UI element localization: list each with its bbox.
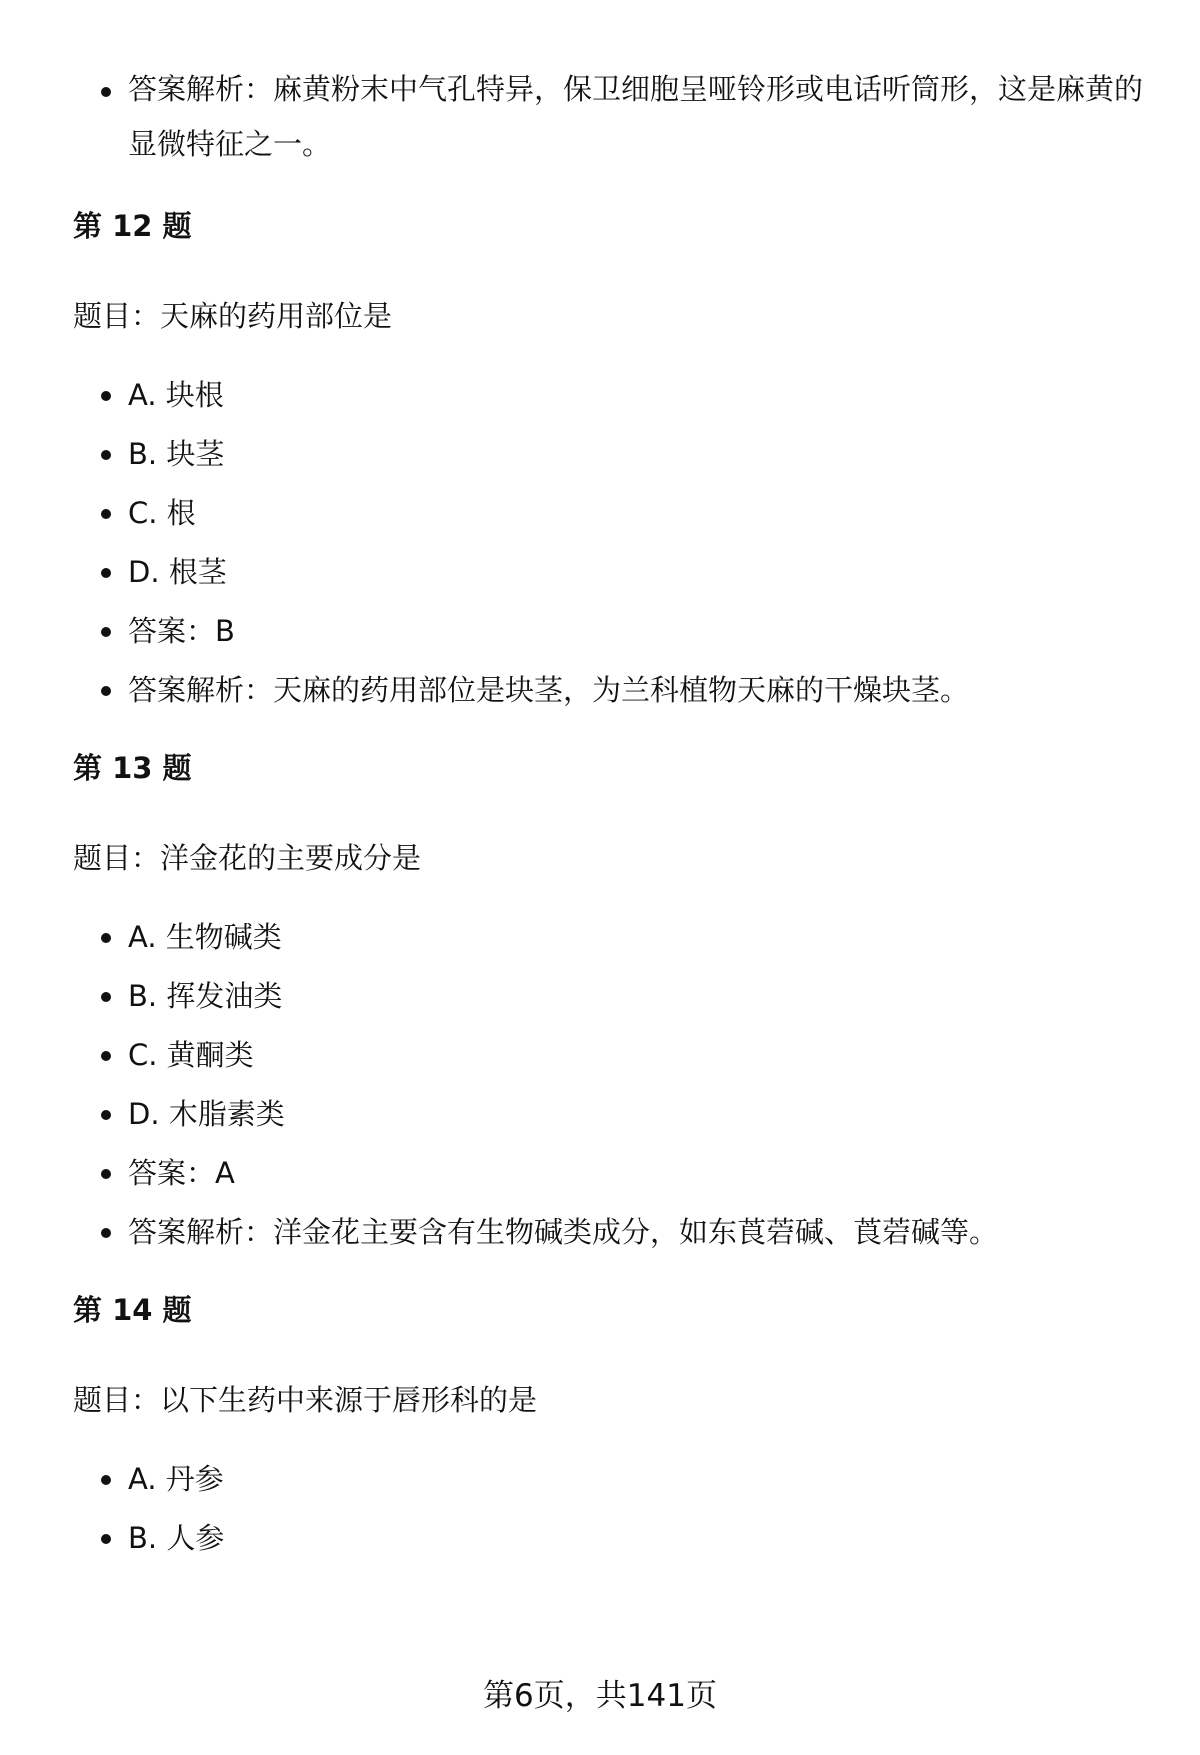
option-a: A. 生物碱类 [73,908,1153,967]
option-b: B. 挥发油类 [73,967,1153,1026]
question-12-prompt: 题目：天麻的药用部位是 [73,299,393,333]
question-14-prompt: 题目：以下生药中来源于唇形科的是 [73,1383,538,1417]
question-12-heading: 第 12 题 [73,209,192,243]
option-b: B. 人参 [73,1509,1153,1568]
option-a: A. 块根 [73,366,1153,425]
question-14-options [73,1450,1153,1568]
option-c: C. 根 [73,484,1153,543]
question-14-heading: 第 14 题 [73,1293,192,1327]
option-c: C. 黄酮类 [73,1026,1153,1085]
question-13-prompt: 题目：洋金花的主要成分是 [73,841,422,875]
option-a: A. 丹参 [73,1450,1153,1509]
answer-analysis: 答案解析：天麻的药用部位是块茎，为兰科植物天麻的干燥块茎。 [73,661,1153,720]
answer: 答案：B [73,602,1153,661]
question-13-heading: 第 13 题 [73,751,192,785]
option-b: B. 块茎 [73,425,1153,484]
question-12-options [73,366,1153,720]
previous-question-list [73,62,1153,172]
document-content [73,62,1153,1568]
answer-analysis: 答案解析：洋金花主要含有生物碱类成分，如东莨菪碱、莨菪碱等。 [73,1203,1153,1262]
question-13-options [73,908,1153,1262]
option-d: D. 根茎 [73,543,1153,602]
option-d: D. 木脂素类 [73,1085,1153,1144]
page-footer: 第6页，共141页 [483,1678,717,1714]
answer: 答案：A [73,1144,1153,1203]
list-item-analysis: 答案解析：麻黄粉末中气孔特异，保卫细胞呈哑铃形或电话听筒形，这是麻黄的显微特征之一。 [73,62,1153,172]
